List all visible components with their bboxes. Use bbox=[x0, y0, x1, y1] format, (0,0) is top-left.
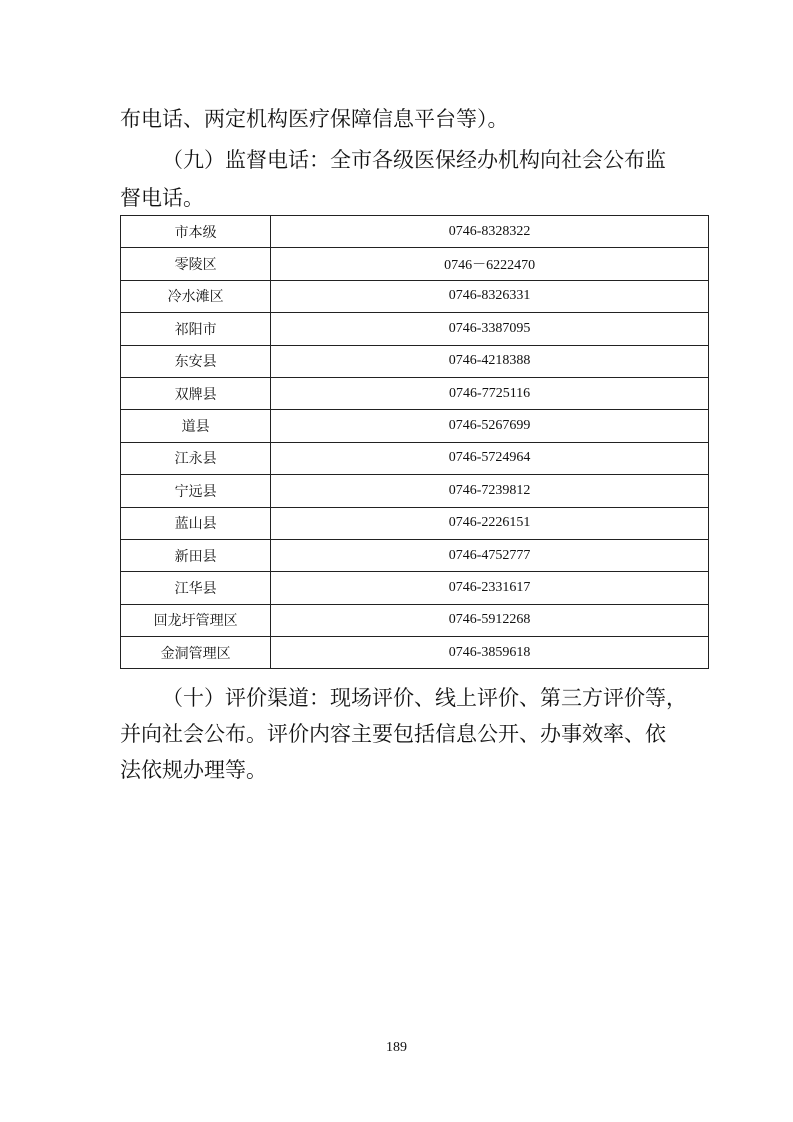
table-row bbox=[121, 475, 709, 507]
phone-number-cell: 0746-4752777 bbox=[271, 539, 709, 571]
district-name-cell: 江永县 bbox=[121, 442, 271, 474]
phone-number-cell: 0746-3859618 bbox=[271, 637, 709, 669]
page-number: 189 bbox=[386, 1040, 407, 1055]
table-row bbox=[121, 377, 709, 409]
table-row bbox=[121, 442, 709, 474]
phone-number-cell: 0746-5724964 bbox=[271, 442, 709, 474]
phone-number-cell: 0746-3387095 bbox=[271, 313, 709, 345]
evaluation-channel-paragraph-line2: 并向社会公布。评价内容主要包括信息公开、办事效率、依 bbox=[120, 722, 666, 746]
supervision-phone-heading-cont: 督电话。 bbox=[120, 186, 204, 210]
evaluation-channel-paragraph-line3: 法依规办理等。 bbox=[120, 758, 267, 782]
district-name-cell: 市本级 bbox=[121, 216, 271, 248]
table-row bbox=[121, 507, 709, 539]
table-row bbox=[121, 313, 709, 345]
table-row bbox=[121, 216, 709, 248]
table-row bbox=[121, 345, 709, 377]
phone-number-cell: 0746-5267699 bbox=[271, 410, 709, 442]
table-row bbox=[121, 280, 709, 312]
district-name-cell: 东安县 bbox=[121, 345, 271, 377]
table-row bbox=[121, 248, 709, 280]
supervision-phone-heading: （九）监督电话：全市各级医保经办机构向社会公布监 bbox=[162, 148, 666, 172]
phone-number-cell: 0746-5912268 bbox=[271, 604, 709, 636]
paragraph-continuation: 布电话、两定机构医疗保障信息平台等）。 bbox=[120, 107, 509, 131]
district-name-cell: 零陵区 bbox=[121, 248, 271, 280]
supervision-phone-table bbox=[120, 215, 709, 669]
phone-number-cell: 0746-2331617 bbox=[271, 572, 709, 604]
phone-number-cell: 0746-8328322 bbox=[271, 216, 709, 248]
table-row bbox=[121, 637, 709, 669]
evaluation-channel-paragraph: （十）评价渠道：现场评价、线上评价、第三方评价等， bbox=[162, 686, 687, 710]
district-name-cell: 祁阳市 bbox=[121, 313, 271, 345]
table-row bbox=[121, 604, 709, 636]
table-row bbox=[121, 410, 709, 442]
table-row bbox=[121, 539, 709, 571]
phone-number-cell: 0746-7239812 bbox=[271, 475, 709, 507]
phone-number-cell: 0746-2226151 bbox=[271, 507, 709, 539]
phone-number-cell: 0746-4218388 bbox=[271, 345, 709, 377]
district-name-cell: 江华县 bbox=[121, 572, 271, 604]
district-name-cell: 道县 bbox=[121, 410, 271, 442]
table-row bbox=[121, 572, 709, 604]
phone-number-cell: 0746－6222470 bbox=[271, 248, 709, 280]
district-name-cell: 新田县 bbox=[121, 539, 271, 571]
phone-number-cell: 0746-8326331 bbox=[271, 280, 709, 312]
phone-number-cell: 0746-7725116 bbox=[271, 377, 709, 409]
district-name-cell: 冷水滩区 bbox=[121, 280, 271, 312]
district-name-cell: 宁远县 bbox=[121, 475, 271, 507]
district-name-cell: 蓝山县 bbox=[121, 507, 271, 539]
district-name-cell: 双牌县 bbox=[121, 377, 271, 409]
district-name-cell: 回龙圩管理区 bbox=[121, 604, 271, 636]
district-name-cell: 金洞管理区 bbox=[121, 637, 271, 669]
